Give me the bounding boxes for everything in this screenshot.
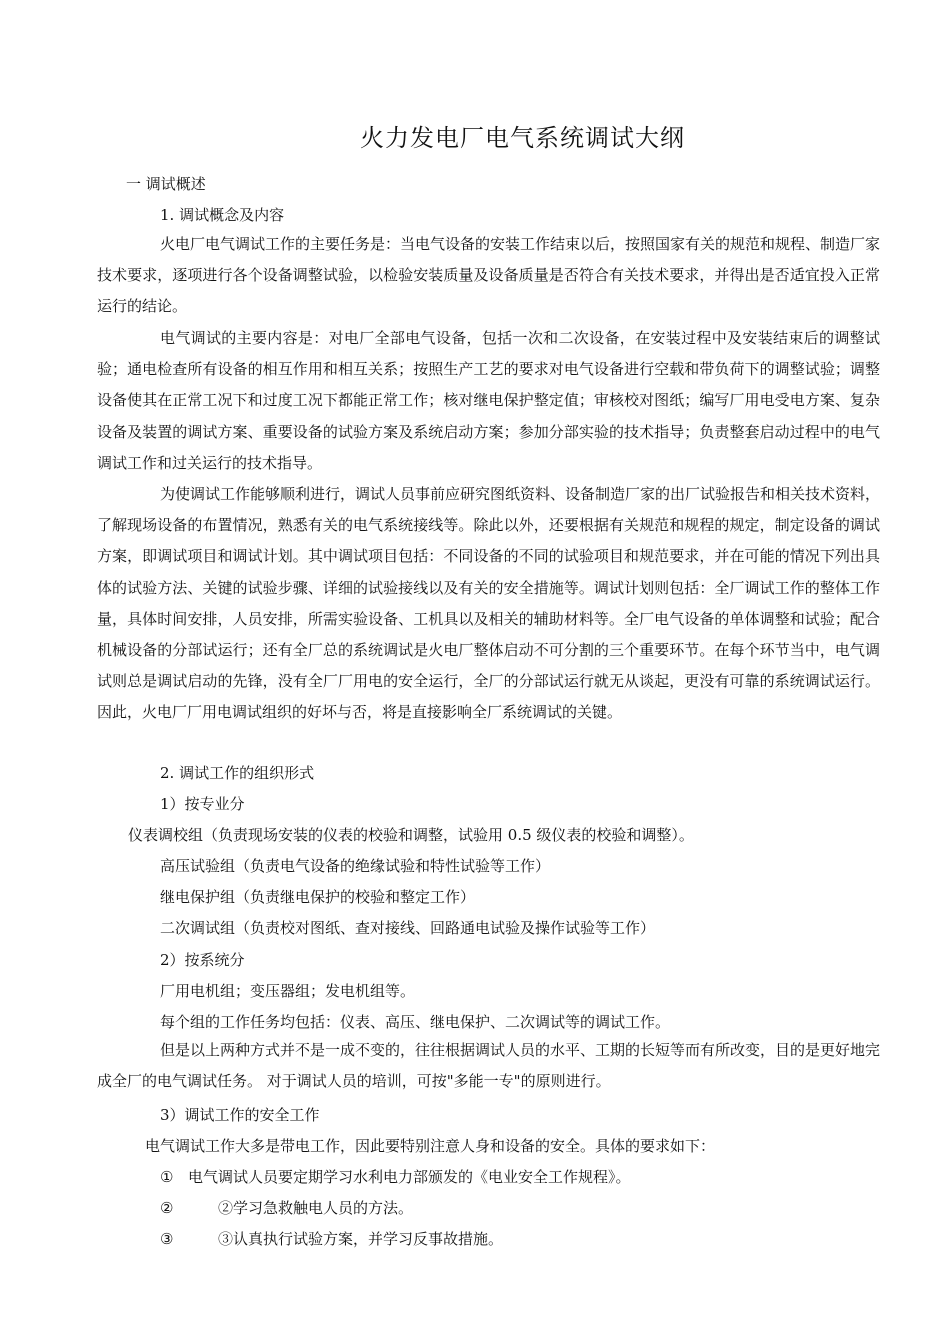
safety-item-2-mark: ②: [160, 1199, 174, 1217]
paragraph-main-content: 电气调试的主要内容是：对电厂全部电气设备，包括一次和二次设备，在安装过程中及安装结束后的调整试验；通电检查所有设备的相互作用和相互关系；按照生产工艺的要求对电气设备进行空载和带负荷下的调整试验；调整设备使其在正常工况下和过度工况下都能正常工作；核对继电保护整定值；审核校对图纸；编写厂用电受电方案、复杂设备及装置的调试方案、重要设备的试验方案及系统启动方案；参加分部实验的技术指导；负责整套启动过程中的电气调试工作和过关运行的技术指导。: [97, 329, 880, 472]
safety-item-3: [160, 1229, 503, 1249]
group-high-voltage: 高压试验组（负责电气设备的绝缘试验和特性试验等工作）: [160, 857, 551, 875]
safety-item-2-text: ②学习急救触电人员的方法。: [218, 1199, 414, 1217]
group-instrument: 仪表调校组（负责现场安装的仪表的校验和调整，试验用 0.5 级仪表的校验和调整）。: [128, 826, 694, 844]
paragraph-flexibility: 但是以上两种方式并不是一成不变的，往往根据调试人员的水平、工期的长短等而有所改变，目的是更好地完成全厂的电气调试任务。 对于调试人员的培训，可按"多能一专"的原则进行。: [97, 1041, 881, 1091]
paragraph-main-task: 火电厂电气调试工作的主要任务是：当电气设备的安装工作结束以后，按照国家有关的规范和规程、制造厂家技术要求，逐项进行各个设备调整试验，以检验安装质量及设备质量是否符合有关技术要求，并得出是否适宜投入正常运行的结论。: [97, 235, 881, 316]
subheading-organization: 2. 调试工作的组织形式: [160, 764, 315, 782]
list-by-system: 2）按系统分: [160, 951, 245, 969]
group-relay-protection: 继电保护组（负责继电保护的校验和整定工作）: [160, 888, 476, 906]
group-tasks: 每个组的工作任务均包括：仪表、高压、继电保护、二次调试等的调试工作。: [160, 1013, 671, 1031]
safety-item-2: [160, 1198, 413, 1218]
subheading-safety: 3）调试工作的安全工作: [160, 1106, 320, 1124]
section-heading-overview: 一 调试概述: [126, 175, 206, 193]
document-title: 火力发电厂电气系统调试大纲: [360, 124, 685, 152]
safety-item-1-text: 电气调试人员要定期学习水利电力部颁发的《电业安全工作规程》。: [188, 1168, 631, 1186]
safety-item-1: [160, 1167, 631, 1187]
safety-item-3-text: ③认真执行试验方案，并学习反事故措施。: [218, 1230, 504, 1248]
paragraph-preparation: 为使调试工作能够顺利进行，调试人员事前应研究图纸资料、设备制造厂家的出厂试验报告和相关技术资料，了解现场设备的布置情况，熟悉有关的电气系统接线等。除此以外，还要根据有关规范和规程的规定，制定设备的调试方案，即调试项目和调试计划。其中调试项目包括：不同设备的不同的试验项目和规范要求，并在可能的情况下列出具体的试验方法、关键的试验步骤、详细的试验接线以及有关的安全措施等。调试计划则包括：全厂调试工作的整体工作量，具体时间安排，人员安排，所需实验设备、工机具以及相关的辅助材料等。全厂电气设备的单体调整和试验；配合机械设备的分部试运行；还有全厂总的系统调试是火电厂整体启动不可分割的三个重要环节。在每个环节当中，电气调试则总是调试启动的先锋，没有全厂厂用电的安全运行，全厂的分部试运行就无从谈起，更没有可靠的系统调试运行。因此，火电厂厂用电调试组织的好坏与否，将是直接影响全厂系统调试的关键。: [97, 485, 881, 722]
system-groups: 厂用电机组；变压器组；发电机组等。: [160, 982, 416, 1000]
subheading-concept: 1. 调试概念及内容: [160, 206, 285, 224]
safety-item-1-mark: ①: [160, 1168, 174, 1186]
safety-item-3-mark: ③: [160, 1230, 174, 1248]
safety-intro: 电气调试工作大多是带电工作，因此要特别注意人身和设备的安全。具体的要求如下：: [145, 1137, 716, 1155]
group-secondary: 二次调试组（负责校对图纸、查对接线、回路通电试验及操作试验等工作）: [160, 919, 656, 937]
list-by-specialty: 1）按专业分: [160, 795, 245, 813]
